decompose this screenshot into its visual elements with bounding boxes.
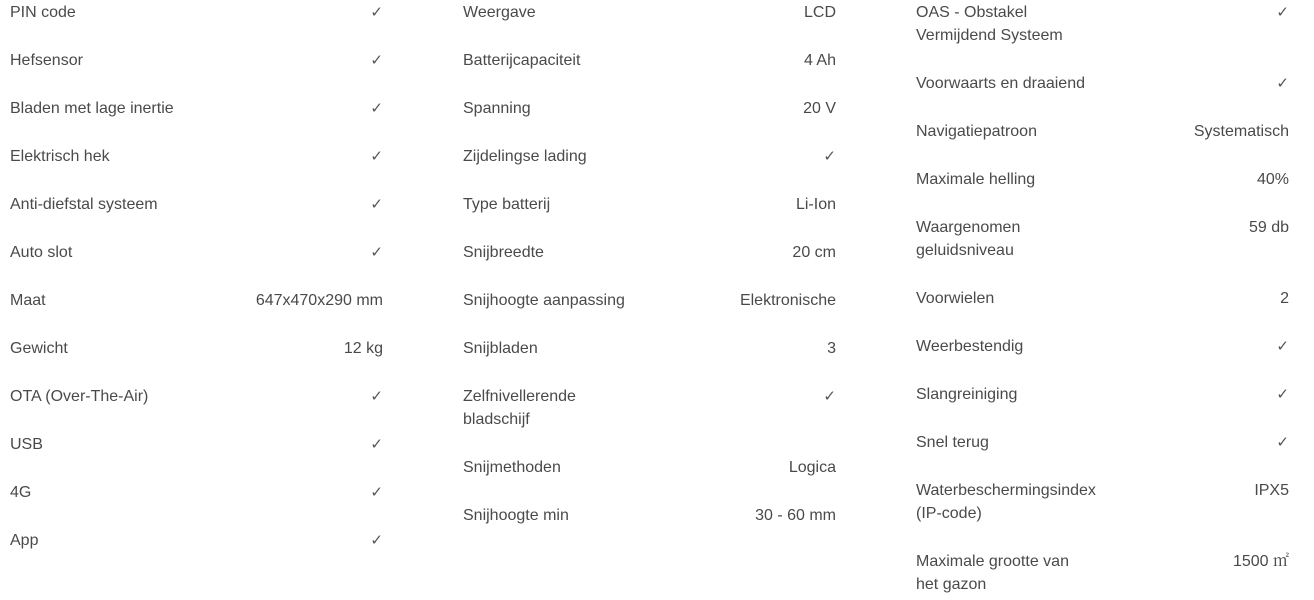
spec-row-voorwielen (916, 287, 1289, 310)
spec-label: Bladen met lage inertie (10, 100, 174, 117)
spec-label: Snijhoogte aanpassing (463, 292, 625, 309)
check-icon: ✓ (1276, 337, 1289, 355)
check-icon: ✓ (370, 3, 383, 21)
check-icon: ✓ (370, 531, 383, 549)
check-icon: ✓ (370, 51, 383, 69)
spec-row-anti-diefstal (10, 193, 383, 216)
spec-row-weergave (463, 1, 836, 24)
spec-row-maximale-helling (916, 168, 1289, 191)
spec-row-snijhoogte-aanpassing (463, 289, 836, 312)
spec-value: 3 (827, 340, 836, 357)
spec-row-snijhoogte-min (463, 504, 836, 527)
spec-label: Zijdelingse lading (463, 148, 587, 165)
spec-label: Voorwielen (916, 290, 995, 307)
spec-row-gazon-grootte (916, 550, 1289, 596)
check-icon: ✓ (370, 147, 383, 165)
spec-row-hefsensor (10, 49, 383, 72)
spec-label: Elektrisch hek (10, 148, 110, 165)
spec-row-ota (10, 385, 383, 408)
spec-value: 12 kg (343, 340, 383, 357)
spec-label: App (10, 532, 39, 549)
spec-label: PIN code (10, 4, 76, 21)
spec-row-usb (10, 433, 383, 456)
spec-row-auto-slot (10, 241, 383, 264)
spec-label: Snijbladen (463, 340, 538, 357)
spec-label: Gewicht (10, 340, 68, 357)
spec-label: Navigatiepatroon (916, 123, 1037, 140)
check-icon: ✓ (370, 99, 383, 117)
spec-row-geluidsniveau (916, 216, 1289, 262)
spec-value: 20 cm (792, 244, 836, 261)
spec-label: Maximale helling (916, 171, 1036, 188)
spec-label: OAS - Obstakel Vermijdend Systeem (916, 4, 1063, 44)
spec-label: Batterijcapaciteit (463, 52, 581, 69)
check-icon: ✓ (370, 483, 383, 501)
spec-row-batterijcapaciteit (463, 49, 836, 72)
spec-label: Slangreiniging (916, 386, 1018, 403)
check-icon: ✓ (370, 195, 383, 213)
spec-label: Snijbreedte (463, 244, 544, 261)
spec-row-zijdelingse-lading (463, 145, 836, 168)
spec-value: Elektronische (739, 292, 836, 309)
spec-row-type-batterij (463, 193, 836, 216)
spec-label: Spanning (463, 100, 531, 117)
spec-row-spanning (463, 97, 836, 120)
spec-row-snel-terug (916, 431, 1289, 454)
spec-value: 647x470x290 mm (255, 292, 383, 309)
spec-row-maat (10, 289, 383, 312)
spec-row-voorwaarts (916, 72, 1289, 95)
check-icon: ✓ (370, 387, 383, 405)
check-icon: ✓ (823, 387, 836, 405)
spec-label: OTA (Over-The-Air) (10, 388, 149, 405)
check-icon: ✓ (1276, 433, 1289, 451)
check-icon: ✓ (1276, 74, 1289, 92)
spec-row-snijbreedte (463, 241, 836, 264)
spec-row-navigatiepatroon (916, 120, 1289, 143)
spec-label: Maximale grootte van het gazon (916, 553, 1069, 593)
spec-label: Hefsensor (10, 52, 83, 69)
spec-label: Waargenomen geluidsniveau (916, 219, 1021, 259)
spec-row-snijmethoden (463, 456, 836, 479)
spec-row-elektrisch-hek (10, 145, 383, 168)
check-icon: ✓ (823, 147, 836, 165)
spec-value: Li-Ion (795, 196, 836, 213)
spec-label: Voorwaarts en draaiend (916, 75, 1085, 92)
spec-row-zelfnivellerende (463, 385, 836, 431)
spec-value: 30 - 60 mm (755, 507, 836, 524)
spec-row-snijbladen (463, 337, 836, 360)
spec-label: USB (10, 436, 43, 453)
spec-label: Weerbestendig (916, 338, 1024, 355)
spec-label: Type batterij (463, 196, 551, 213)
spec-row-bladen (10, 97, 383, 120)
spec-label: Anti-diefstal systeem (10, 196, 158, 213)
spec-label: Snijhoogte min (463, 507, 569, 524)
spec-label: Weergave (463, 4, 536, 21)
check-icon: ✓ (370, 243, 383, 261)
spec-value: 2 (1280, 290, 1289, 307)
spec-row-weerbestendig (916, 335, 1289, 358)
spec-row-4g (10, 481, 383, 504)
check-icon: ✓ (370, 435, 383, 453)
spec-row-oas (916, 1, 1289, 47)
spec-value: 40% (1256, 171, 1289, 188)
spec-label: Snel terug (916, 434, 989, 451)
spec-row-slangreiniging (916, 383, 1289, 406)
spec-value: Logica (788, 459, 836, 476)
spec-label: Zelfnivellerende bladschijf (463, 388, 576, 428)
spec-label: Auto slot (10, 244, 73, 261)
spec-value: 4 Ah (803, 52, 836, 69)
spec-label: Snijmethoden (463, 459, 561, 476)
spec-label: 4G (10, 484, 32, 501)
check-icon: ✓ (1276, 3, 1289, 21)
spec-value: 20 V (803, 100, 836, 117)
check-icon: ✓ (1276, 385, 1289, 403)
spec-value: Systematisch (1193, 123, 1289, 140)
spec-value: IPX5 (1254, 482, 1289, 499)
spec-value: 1500 ㎡ (1232, 553, 1289, 570)
spec-value: LCD (803, 4, 836, 21)
spec-row-gewicht (10, 337, 383, 360)
spec-row-app (10, 529, 383, 552)
spec-row-waterbescherming (916, 479, 1289, 525)
spec-label: Waterbeschermingsindex (IP-code) (916, 482, 1096, 522)
spec-row-pin-code (10, 1, 383, 24)
spec-value: 59 db (1248, 219, 1289, 236)
spec-label: Maat (10, 292, 46, 309)
